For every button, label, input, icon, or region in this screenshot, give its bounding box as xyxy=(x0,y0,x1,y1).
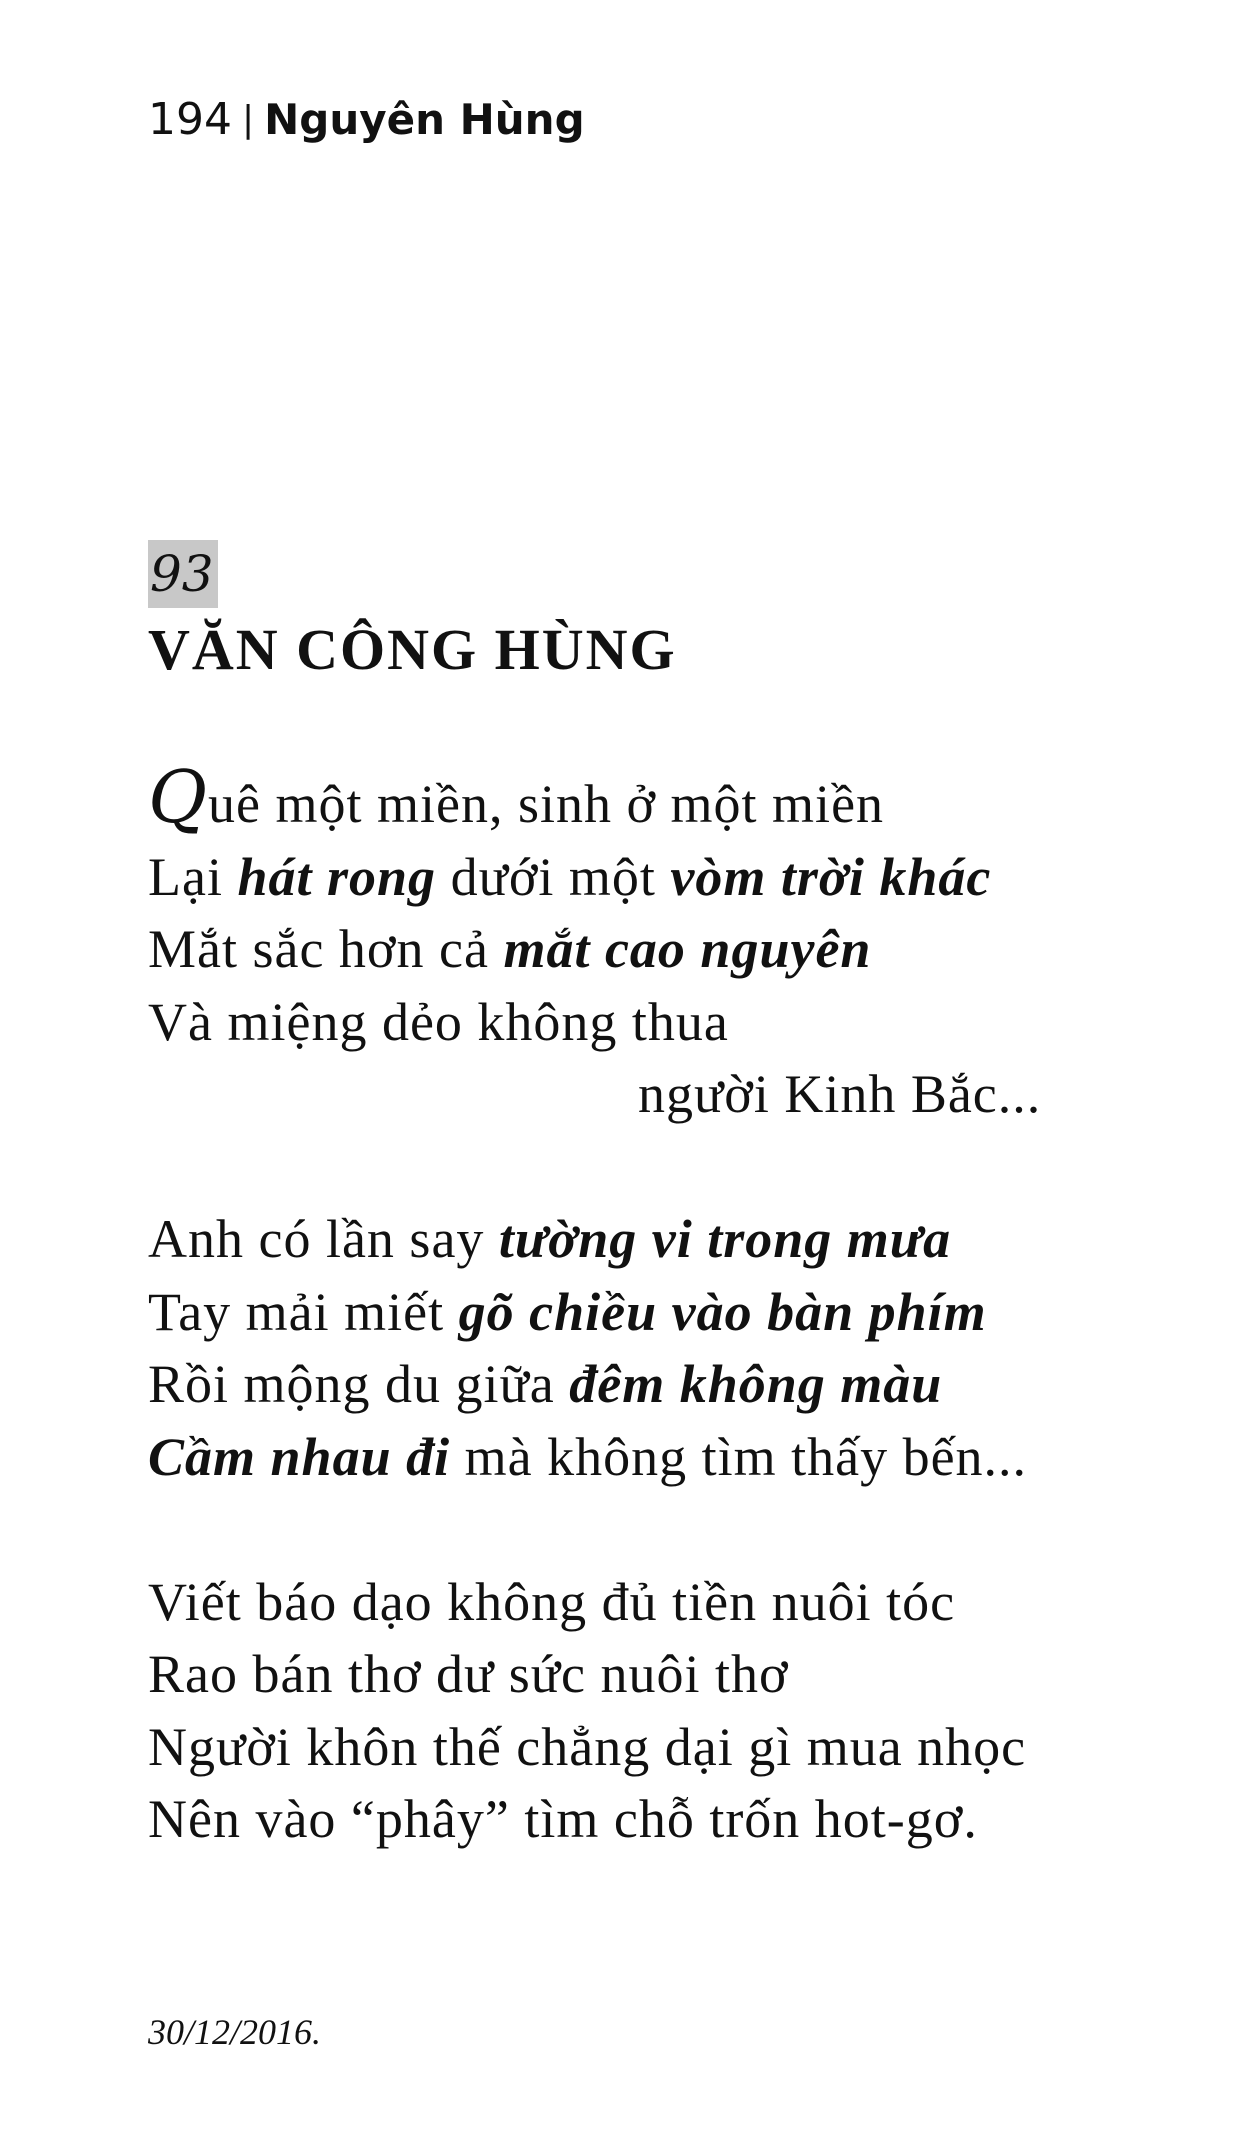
poem-line xyxy=(148,1058,1208,1131)
line-emphasis: vòm trời khác xyxy=(670,846,992,907)
poem-line xyxy=(148,913,1208,986)
poem-line xyxy=(148,1421,1208,1494)
line-text: Anh có lần say xyxy=(148,1209,499,1269)
line-text: Nên vào “phây” tìm chỗ trốn hot-gơ. xyxy=(148,1789,978,1849)
page-number: 194 xyxy=(148,94,232,145)
line-text: mà không tìm thấy bến... xyxy=(450,1426,1028,1487)
poem-line xyxy=(148,1711,1208,1784)
line-text: uê một miền, sinh ở một miền xyxy=(208,774,885,834)
poem-line xyxy=(148,1203,1208,1276)
line-text: Tay mải miết xyxy=(148,1281,459,1342)
poem-line xyxy=(148,755,1208,841)
line-text: Người khôn thế chẳng dại gì mua nhọc xyxy=(148,1716,1027,1777)
line-text: dưới một xyxy=(436,846,671,907)
running-header xyxy=(148,88,585,155)
line-text: Mắt sắc hơn cả xyxy=(148,919,504,979)
header-author: Nguyên Hùng xyxy=(264,95,585,144)
line-text: Lại xyxy=(148,846,238,907)
drop-cap: Q xyxy=(148,755,209,839)
line-text: Rao bán thơ dư sức nuôi thơ xyxy=(148,1644,789,1704)
stanza-break xyxy=(148,1131,1208,1204)
line-emphasis: đêm không màu xyxy=(569,1354,943,1414)
poem-date: 30/12/2016. xyxy=(148,2012,322,2052)
poem-number: 93 xyxy=(148,540,218,608)
poem-line xyxy=(148,1276,1208,1349)
poem-line xyxy=(148,986,1208,1059)
poem-body xyxy=(148,755,1208,1856)
line-emphasis: mắt cao nguyên xyxy=(503,919,872,979)
poem-line xyxy=(148,1638,1208,1711)
stanza-break xyxy=(148,1493,1208,1566)
poem-line xyxy=(148,1566,1208,1639)
line-emphasis: Cầm nhau đi xyxy=(148,1426,451,1487)
line-text: Và miệng dẻo không thua xyxy=(148,991,729,1052)
line-emphasis: hát rong xyxy=(237,846,437,907)
poem-line xyxy=(148,1348,1208,1421)
line-text: người Kinh Bắc... xyxy=(638,1064,1042,1124)
poem-line xyxy=(148,841,1208,914)
line-text: Rồi mộng du giữa xyxy=(148,1354,570,1414)
line-text: Viết báo dạo không đủ tiền nuôi tóc xyxy=(148,1571,956,1632)
poem-line xyxy=(148,1783,1208,1856)
line-emphasis: tường vi trong mưa xyxy=(498,1209,952,1269)
line-emphasis: gõ chiều vào bàn phím xyxy=(458,1281,987,1342)
header-separator: | xyxy=(241,99,255,140)
poem-title: VĂN CÔNG HÙNG xyxy=(148,617,677,682)
